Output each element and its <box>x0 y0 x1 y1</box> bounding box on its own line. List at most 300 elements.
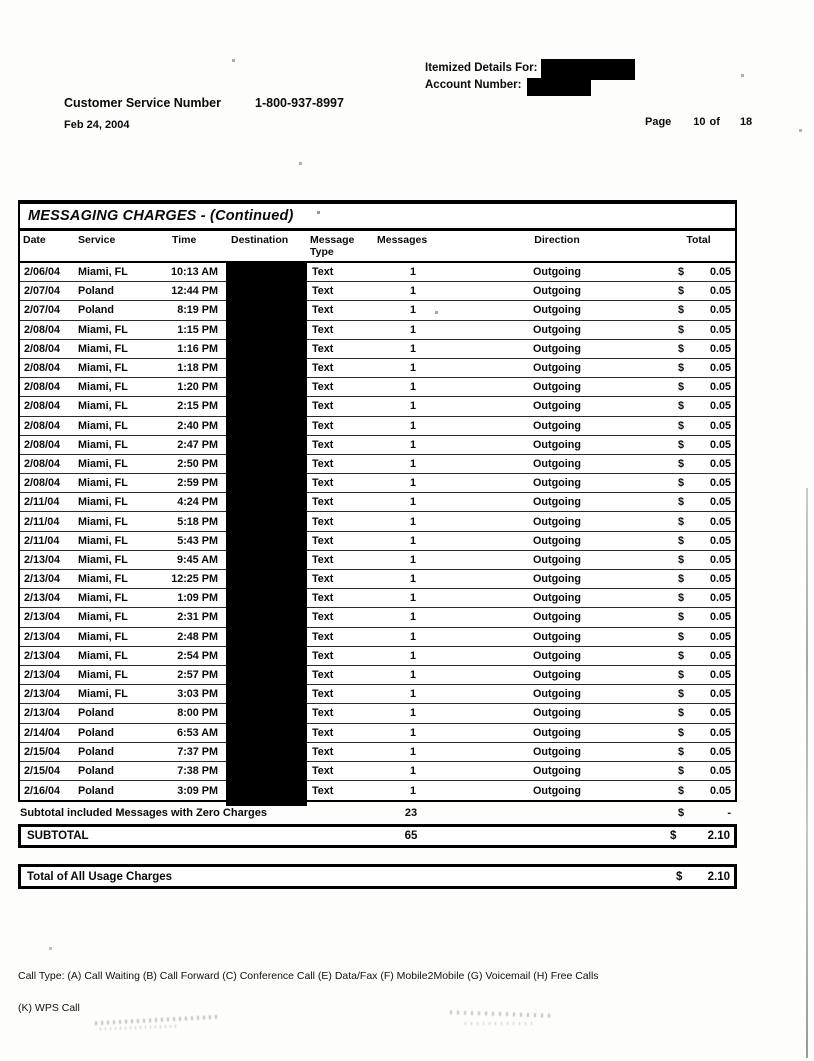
cell-total <box>662 516 735 528</box>
cell-date: 2/08/04 <box>24 323 61 336</box>
cell-time: 4:24 PM <box>177 496 218 509</box>
table-row <box>20 628 735 647</box>
cell-date: 2/14/04 <box>24 726 61 739</box>
cell-total <box>662 535 735 547</box>
cell-total <box>662 688 735 700</box>
amount: 0.05 <box>709 419 731 432</box>
amount: 0.05 <box>709 323 731 336</box>
cell-service: Miami, FL <box>78 649 128 662</box>
cell-date: 2/13/04 <box>24 688 61 701</box>
cell-direction: Outgoing <box>533 285 581 298</box>
amount: 0.05 <box>709 266 731 279</box>
amount: 0.05 <box>709 304 731 317</box>
cell-total <box>662 343 735 355</box>
cell-service: Miami, FL <box>78 266 128 279</box>
cell-date: 2/15/04 <box>24 764 61 777</box>
cell-total <box>662 746 735 758</box>
cell-time: 2:50 PM <box>177 457 218 470</box>
cell-service: Poland <box>78 784 114 797</box>
cell-date: 2/13/04 <box>24 630 61 643</box>
cell-message-type: Text <box>312 419 334 432</box>
currency-sign: $ <box>678 573 685 586</box>
cell-messages: 1 <box>409 630 416 643</box>
table-row <box>20 378 735 397</box>
amount: 0.05 <box>709 285 731 298</box>
cell-messages: 1 <box>409 323 416 336</box>
currency-sign: $ <box>678 285 685 298</box>
cell-service: Poland <box>78 285 114 298</box>
cell-message-type: Text <box>312 784 334 797</box>
cell-time: 2:59 PM <box>177 477 218 490</box>
amount: 0.05 <box>709 496 731 509</box>
amount: 0.05 <box>709 534 731 547</box>
amount: 0.05 <box>709 611 731 624</box>
cell-service: Poland <box>78 304 114 317</box>
cell-date: 2/11/04 <box>24 515 60 528</box>
cell-messages: 1 <box>409 688 416 701</box>
cell-service: Miami, FL <box>78 669 128 682</box>
cell-total <box>662 631 735 643</box>
amount: - <box>727 807 731 820</box>
cell-messages: 1 <box>409 400 416 413</box>
table-row <box>20 340 735 359</box>
col-header-messages: Messages <box>377 234 428 246</box>
currency-sign: $ <box>678 726 685 739</box>
currency-sign: $ <box>678 688 685 701</box>
cell-total <box>662 554 735 566</box>
cell-time: 9:45 AM <box>177 553 218 566</box>
table-row <box>20 321 735 340</box>
cell-messages: 1 <box>409 457 416 470</box>
cell-date: 2/13/04 <box>24 553 61 566</box>
amount: 0.05 <box>709 745 731 758</box>
cell-time: 5:43 PM <box>177 534 218 547</box>
cell-message-type: Text <box>312 726 334 739</box>
cell-total <box>662 727 735 739</box>
cell-direction: Outgoing <box>533 630 581 643</box>
scan-smudge <box>450 1010 550 1017</box>
currency-sign: $ <box>678 419 685 432</box>
amount: 0.05 <box>709 669 731 682</box>
cell-service: Miami, FL <box>78 342 128 355</box>
table-row <box>20 589 735 608</box>
cell-date: 2/13/04 <box>24 649 61 662</box>
table-row <box>20 743 735 762</box>
cell-time: 2:54 PM <box>177 649 218 662</box>
cell-total <box>662 362 735 374</box>
cell-date: 2/11/04 <box>24 534 60 547</box>
cell-time: 1:16 PM <box>177 342 218 355</box>
amount: 0.05 <box>709 477 731 490</box>
currency-sign: $ <box>678 669 685 682</box>
cell-message-type: Text <box>312 611 334 624</box>
cell-date: 2/13/04 <box>24 707 61 720</box>
cell-message-type: Text <box>312 630 334 643</box>
cell-date: 2/07/04 <box>24 285 61 298</box>
zero-charges-subtotal-row <box>18 802 737 824</box>
cell-direction: Outgoing <box>533 381 581 394</box>
cell-total <box>662 400 735 412</box>
grand-total-row <box>18 864 737 889</box>
amount: 0.05 <box>709 764 731 777</box>
itemized-details-label: Itemized Details For: <box>425 62 538 74</box>
cell-direction: Outgoing <box>533 669 581 682</box>
cell-time: 2:15 PM <box>177 400 218 413</box>
cell-messages: 1 <box>409 573 416 586</box>
page-current: 10 <box>693 116 706 128</box>
cell-messages: 1 <box>409 381 416 394</box>
cell-total <box>662 496 735 508</box>
cell-service: Poland <box>78 745 114 758</box>
cell-direction: Outgoing <box>533 496 581 509</box>
table-row <box>20 359 735 378</box>
amount: 0.05 <box>709 400 731 413</box>
cell-direction: Outgoing <box>533 419 581 432</box>
call-type-legend-continued: (K) WPS Call <box>18 1002 80 1014</box>
amount: 0.05 <box>709 707 731 720</box>
currency-sign: $ <box>678 534 685 547</box>
cell-direction: Outgoing <box>533 707 581 720</box>
table-header-row <box>20 231 735 263</box>
cell-time: 10:13 AM <box>170 266 218 279</box>
amount: 0.05 <box>709 592 731 605</box>
cell-messages: 1 <box>409 477 416 490</box>
table-row <box>20 282 735 301</box>
cell-service: Miami, FL <box>78 438 128 451</box>
cell-message-type: Text <box>312 592 334 605</box>
cell-date: 2/13/04 <box>24 573 61 586</box>
cell-messages: 1 <box>409 611 416 624</box>
scan-smudge <box>465 1022 535 1025</box>
table-row <box>20 608 735 627</box>
cell-date: 2/13/04 <box>24 592 61 605</box>
cell-direction: Outgoing <box>533 515 581 528</box>
cell-time: 1:20 PM <box>177 381 218 394</box>
subtotal-total <box>657 830 734 842</box>
cell-messages: 1 <box>409 534 416 547</box>
table-row <box>20 551 735 570</box>
cell-total <box>662 707 735 719</box>
cell-direction: Outgoing <box>533 611 581 624</box>
currency-sign: $ <box>678 553 685 566</box>
cell-direction: Outgoing <box>533 534 581 547</box>
zero-charges-messages: 23 <box>404 807 418 820</box>
cell-messages: 1 <box>409 764 416 777</box>
table-title: MESSAGING CHARGES - (Continued) <box>20 204 735 231</box>
cell-time: 1:15 PM <box>177 323 218 336</box>
cell-message-type: Text <box>312 304 334 317</box>
amount: 0.05 <box>709 438 731 451</box>
section-gap <box>18 848 737 864</box>
currency-sign: $ <box>678 784 685 797</box>
grand-total-value <box>663 871 734 883</box>
messaging-charges-table <box>18 200 737 889</box>
cell-messages: 1 <box>409 438 416 451</box>
cell-message-type: Text <box>312 400 334 413</box>
cell-total <box>662 420 735 432</box>
currency-sign: $ <box>678 323 685 336</box>
cell-service: Miami, FL <box>78 496 128 509</box>
cell-total <box>662 785 735 797</box>
customer-service-number: 1-800-937-8997 <box>255 96 344 110</box>
cell-message-type: Text <box>312 438 334 451</box>
cell-message-type: Text <box>312 285 334 298</box>
cell-service: Miami, FL <box>78 611 128 624</box>
table-body <box>20 263 735 800</box>
cell-total <box>662 381 735 393</box>
currency-sign: $ <box>678 649 685 662</box>
table-row <box>20 532 735 551</box>
cell-messages: 1 <box>409 304 416 317</box>
cell-messages: 1 <box>409 553 416 566</box>
amount: 0.05 <box>709 784 731 797</box>
cell-direction: Outgoing <box>533 266 581 279</box>
table-row <box>20 436 735 455</box>
amount: 0.05 <box>709 726 731 739</box>
subtotal-messages: 65 <box>404 830 418 843</box>
cell-direction: Outgoing <box>533 726 581 739</box>
cell-direction: Outgoing <box>533 784 581 797</box>
table-row <box>20 263 735 282</box>
cell-service: Miami, FL <box>78 457 128 470</box>
call-type-legend: Call Type: (A) Call Waiting (B) Call Forward (C) Conference Call (E) Data/Fax (F) Mobile2Mobile (G) Voicemail (H) Free Calls <box>18 970 599 982</box>
currency-sign: $ <box>676 870 683 883</box>
cell-service: Miami, FL <box>78 515 128 528</box>
cell-messages: 1 <box>409 496 416 509</box>
cell-messages: 1 <box>409 592 416 605</box>
col-header-message-type: Message Type <box>310 234 355 258</box>
cell-direction: Outgoing <box>533 457 581 470</box>
cell-date: 2/11/04 <box>24 496 60 509</box>
cell-message-type: Text <box>312 553 334 566</box>
cell-messages: 1 <box>409 266 416 279</box>
col-header-time: Time <box>172 234 197 246</box>
cell-messages: 1 <box>409 649 416 662</box>
table-row <box>20 301 735 320</box>
cell-service: Poland <box>78 707 114 720</box>
cell-message-type: Text <box>312 477 334 490</box>
scan-smudge <box>95 1015 220 1026</box>
currency-sign: $ <box>678 592 685 605</box>
cell-direction: Outgoing <box>533 438 581 451</box>
currency-sign: $ <box>678 515 685 528</box>
cell-total <box>662 439 735 451</box>
cell-time: 7:37 PM <box>177 745 218 758</box>
cell-direction: Outgoing <box>533 649 581 662</box>
amount: 0.05 <box>709 688 731 701</box>
page-indicator <box>645 116 752 128</box>
cell-messages: 1 <box>409 419 416 432</box>
currency-sign: $ <box>678 400 685 413</box>
table-row <box>20 455 735 474</box>
cell-time: 2:47 PM <box>177 438 218 451</box>
table-row <box>20 762 735 781</box>
redacted-destination-column <box>226 263 307 806</box>
cell-message-type: Text <box>312 745 334 758</box>
amount: 2.10 <box>707 830 730 843</box>
cell-direction: Outgoing <box>533 745 581 758</box>
table-row <box>20 685 735 704</box>
cell-messages: 1 <box>409 285 416 298</box>
amount: 2.10 <box>707 870 730 883</box>
cell-time: 2:48 PM <box>177 630 218 643</box>
col-header-direction: Direction <box>534 234 580 246</box>
cell-total <box>662 611 735 623</box>
cell-service: Poland <box>78 726 114 739</box>
cell-time: 3:09 PM <box>177 784 218 797</box>
cell-messages: 1 <box>409 726 416 739</box>
cell-messages: 1 <box>409 342 416 355</box>
cell-time: 8:19 PM <box>177 304 218 317</box>
cell-message-type: Text <box>312 649 334 662</box>
cell-date: 2/08/04 <box>24 457 61 470</box>
cell-message-type: Text <box>312 342 334 355</box>
table-outer-box <box>18 200 737 802</box>
cell-direction: Outgoing <box>533 400 581 413</box>
cell-service: Miami, FL <box>78 688 128 701</box>
cell-service: Miami, FL <box>78 323 128 336</box>
cell-time: 8:00 PM <box>177 707 218 720</box>
table-row <box>20 724 735 743</box>
amount: 0.05 <box>709 515 731 528</box>
cell-message-type: Text <box>312 323 334 336</box>
cell-direction: Outgoing <box>533 304 581 317</box>
subtotal-row <box>18 824 737 848</box>
cell-service: Miami, FL <box>78 592 128 605</box>
cell-message-type: Text <box>312 688 334 701</box>
cell-message-type: Text <box>312 266 334 279</box>
cell-service: Miami, FL <box>78 553 128 566</box>
table-row <box>20 397 735 416</box>
page-total: 18 <box>739 116 753 128</box>
currency-sign: $ <box>670 830 677 843</box>
cell-messages: 1 <box>409 707 416 720</box>
cell-service: Miami, FL <box>78 534 128 547</box>
zero-charges-label: Subtotal included Messages with Zero Charges <box>20 807 267 820</box>
col-header-service: Service <box>78 234 116 246</box>
cell-total <box>662 458 735 470</box>
cell-total <box>662 266 735 278</box>
cell-messages: 1 <box>409 669 416 682</box>
cell-time: 7:38 PM <box>177 764 218 777</box>
cell-service: Poland <box>78 764 114 777</box>
cell-service: Miami, FL <box>78 573 128 586</box>
currency-sign: $ <box>678 304 685 317</box>
cell-message-type: Text <box>312 573 334 586</box>
cell-service: Miami, FL <box>78 362 128 375</box>
cell-message-type: Text <box>312 496 334 509</box>
cell-date: 2/13/04 <box>24 669 61 682</box>
cell-message-type: Text <box>312 764 334 777</box>
cell-service: Miami, FL <box>78 630 128 643</box>
redacted-itemized-details-value <box>541 59 635 80</box>
cell-date: 2/08/04 <box>24 400 61 413</box>
amount: 0.05 <box>709 362 731 375</box>
cell-service: Miami, FL <box>78 419 128 432</box>
cell-direction: Outgoing <box>533 592 581 605</box>
cell-direction: Outgoing <box>533 362 581 375</box>
cell-time: 2:57 PM <box>177 669 218 682</box>
amount: 0.05 <box>709 573 731 586</box>
zero-charges-total <box>660 807 737 819</box>
currency-sign: $ <box>678 381 685 394</box>
currency-sign: $ <box>678 745 685 758</box>
currency-sign: $ <box>678 496 685 509</box>
table-row <box>20 781 735 800</box>
cell-total <box>662 650 735 662</box>
col-header-destination: Destination <box>231 234 289 246</box>
cell-time: 1:18 PM <box>177 362 218 375</box>
cell-direction: Outgoing <box>533 477 581 490</box>
currency-sign: $ <box>678 707 685 720</box>
cell-total <box>662 477 735 489</box>
currency-sign: $ <box>678 438 685 451</box>
currency-sign: $ <box>678 764 685 777</box>
table-row <box>20 647 735 666</box>
cell-message-type: Text <box>312 669 334 682</box>
cell-date: 2/07/04 <box>24 304 61 317</box>
table-row <box>20 570 735 589</box>
cell-time: 3:03 PM <box>177 688 218 701</box>
cell-direction: Outgoing <box>533 573 581 586</box>
cell-time: 2:40 PM <box>177 419 218 432</box>
page-label: Page <box>645 116 672 128</box>
cell-message-type: Text <box>312 381 334 394</box>
cell-direction: Outgoing <box>533 342 581 355</box>
cell-date: 2/08/04 <box>24 438 61 451</box>
cell-date: 2/08/04 <box>24 419 61 432</box>
cell-service: Miami, FL <box>78 477 128 490</box>
cell-time: 12:44 PM <box>171 285 218 298</box>
currency-sign: $ <box>678 266 685 279</box>
cell-date: 2/08/04 <box>24 477 61 490</box>
cell-time: 12:25 PM <box>171 573 218 586</box>
scan-edge-artifact <box>806 488 808 1058</box>
currency-sign: $ <box>678 457 685 470</box>
cell-messages: 1 <box>409 515 416 528</box>
page-of-label: of <box>709 116 720 128</box>
cell-time: 6:53 AM <box>177 726 218 739</box>
scan-specks <box>0 0 1 1</box>
account-number-label: Account Number: <box>425 79 522 91</box>
table-row <box>20 704 735 723</box>
amount: 0.05 <box>709 630 731 643</box>
amount: 0.05 <box>709 457 731 470</box>
cell-date: 2/08/04 <box>24 381 61 394</box>
cell-messages: 1 <box>409 784 416 797</box>
redacted-account-number-value <box>527 78 591 96</box>
col-header-total: Total <box>686 234 711 246</box>
table-row <box>20 493 735 512</box>
cell-total <box>662 573 735 585</box>
table-row <box>20 474 735 493</box>
cell-total <box>662 592 735 604</box>
cell-direction: Outgoing <box>533 553 581 566</box>
cell-date: 2/15/04 <box>24 745 61 758</box>
customer-service-label: Customer Service Number <box>64 96 222 110</box>
statement-date: Feb 24, 2004 <box>64 119 130 131</box>
cell-date: 2/08/04 <box>24 342 61 355</box>
cell-total <box>662 669 735 681</box>
subtotal-label: SUBTOTAL <box>27 830 89 843</box>
cell-messages: 1 <box>409 745 416 758</box>
currency-sign: $ <box>678 807 685 820</box>
amount: 0.05 <box>709 342 731 355</box>
currency-sign: $ <box>678 477 685 490</box>
cell-service: Miami, FL <box>78 381 128 394</box>
table-row <box>20 512 735 531</box>
currency-sign: $ <box>678 342 685 355</box>
